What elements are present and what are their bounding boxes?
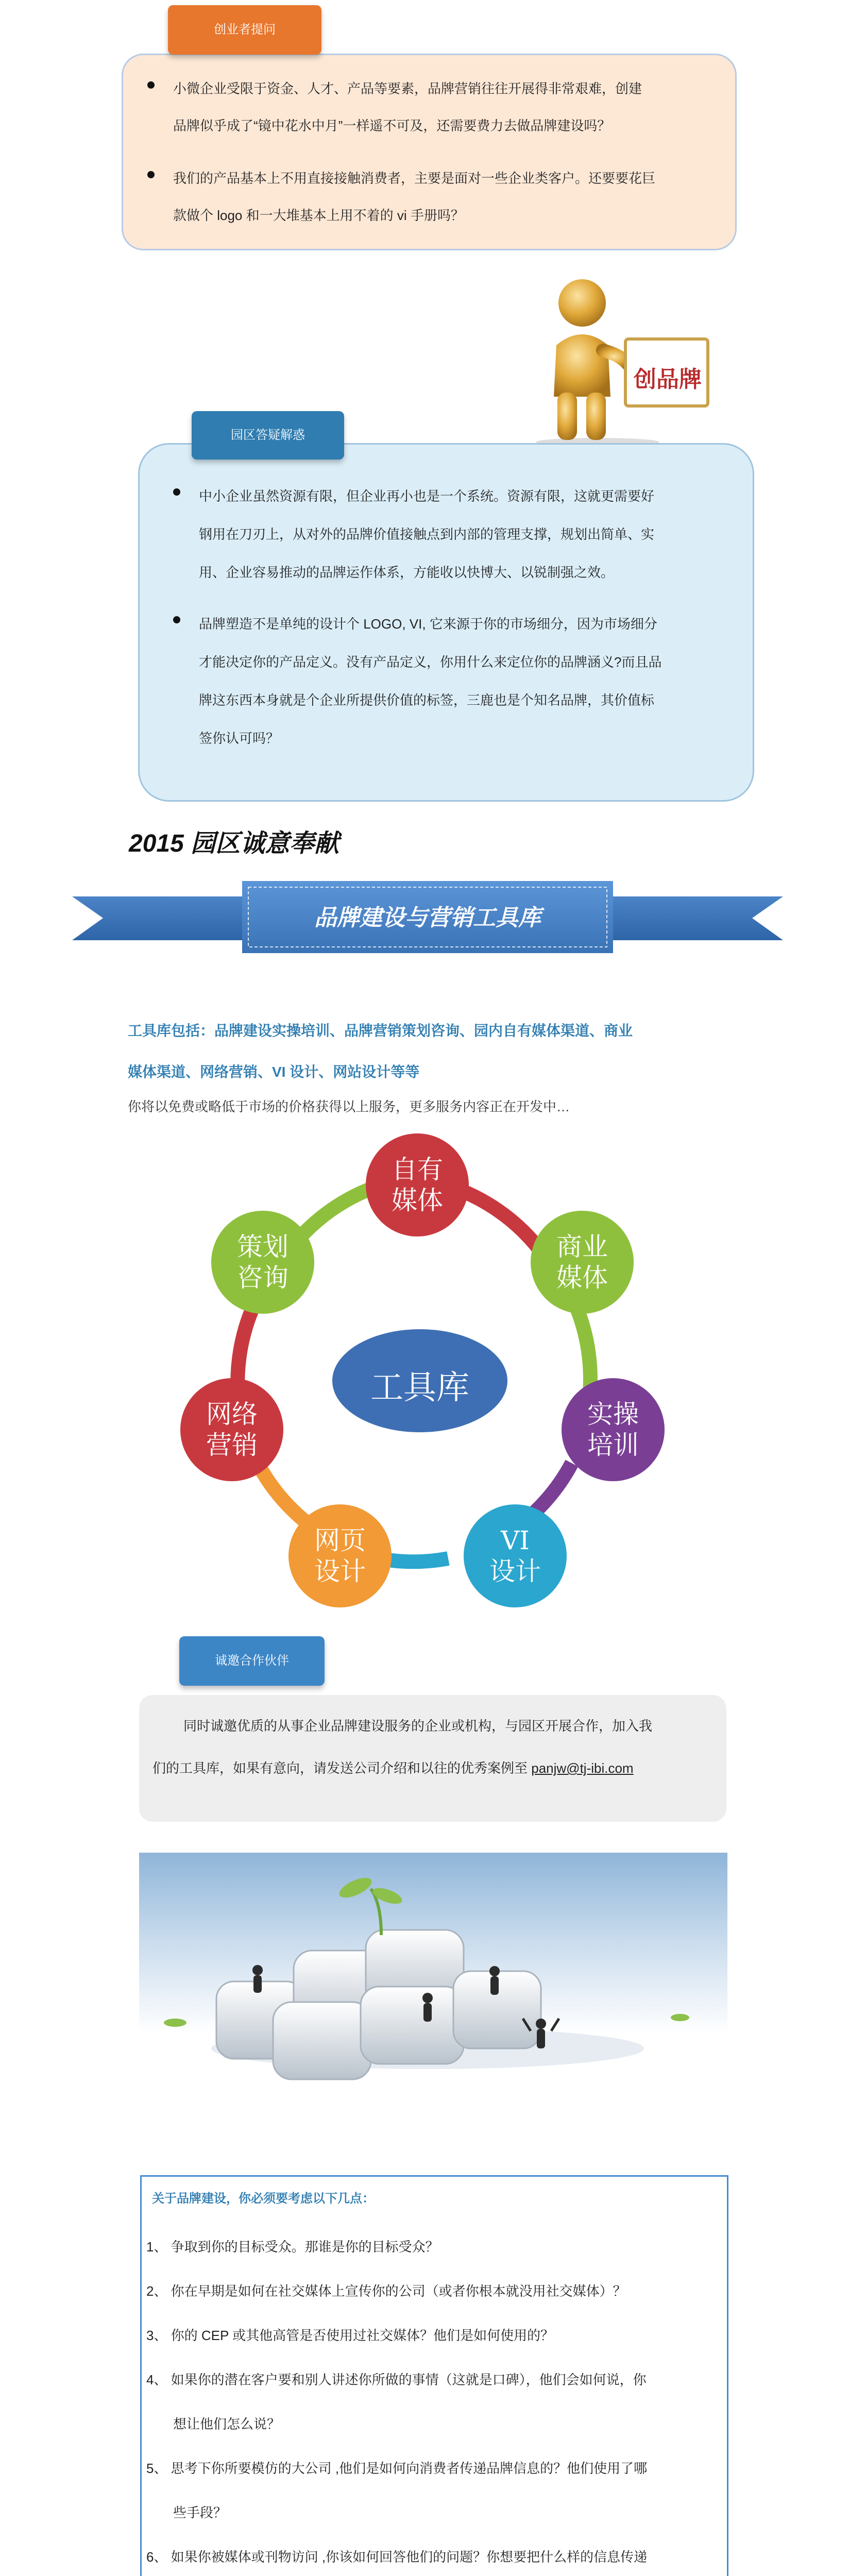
wheel-node-own-media [366,1133,469,1236]
partner-line-2-text: 们的工具库，如果有意向，请发送公司介绍和以往的优秀案例至 [152,1760,528,1776]
answer-bullet-1 [199,477,654,591]
toolkit-wheel [170,1123,675,1628]
bullet-line: 才能决定你的产品定义。没有产品定义，你用什么来定位你的品牌涵义?而且品 [199,654,662,670]
wheel-node-practical-training [562,1378,665,1481]
node-line: 实操 [587,1399,639,1429]
node-line: VI [501,1526,530,1555]
question-line: 想让他们怎么说？ [173,2416,281,2432]
question-bullet-1 [173,70,642,144]
section-tag-partner: 诚邀合作伙伴 [179,1636,325,1686]
partner-line-2 [152,1749,634,1788]
partner-line-1: 同时诚邀优质的从事企业品牌建设服务的企业或机构，与园区开展合作，加入我 [183,1718,653,1734]
partner-email-link[interactable]: panjw@tj-ibi.com [531,1760,634,1776]
question-line: 6、 如果你被媒体或刊物访问 ,你该如何回答他们的问题？你想要把什么样的信息传递 [146,2549,648,2565]
keyboard-business-illustration [139,1853,727,2093]
bullet-dot [173,488,180,496]
question-line: 5、 思考下你所要模仿的大公司 ,他们是如何向消费者传递品牌信息的？他们使用了哪 [146,2461,648,2476]
brand-question-6 [146,2535,647,2576]
node-line: 媒体 [392,1185,443,1215]
year-title: 2015 园区诚意奉献 [129,830,339,857]
mascot-sign-text: 创品牌 [634,366,702,393]
section-tag-park-answer: 园区答疑解惑 [192,411,344,460]
question-line: 4、 如果你的潜在客户要和别人讲述你所做的事情（这就是口碑），他们会如何说，你 [146,2372,647,2387]
brand-question-1: 1、 争取到你的目标受众。那谁是你的目标受众？ [146,2239,439,2255]
bullet-line: 品牌似乎成了“镜中花水中月”一样遥不可及，还需要费力去做品牌建设吗？ [173,118,611,133]
toolkit-subline: 你将以免费或略低于市场的价格获得以上服务，更多服务内容正在开发中… [128,1099,570,1114]
node-line: 设计 [314,1556,366,1586]
question-line: 些手段？ [173,2505,227,2520]
bullet-dot [173,616,180,623]
wheel-node-vi-design [464,1504,567,1607]
node-line: 策划 [237,1232,288,1262]
toolkit-heading-line-2: 媒体渠道、网络营销、VI 设计、网站设计等等 [128,1064,420,1080]
brand-question-2: 2、 你在早期是如何在社交媒体上宣传你的公司（或者你根本就没用社交媒体）？ [146,2283,626,2299]
brand-question-4 [146,2358,647,2446]
bullet-dot [147,81,155,89]
brand-question-3: 3、 你的 CEP 或其他高管是否使用过社交媒体？他们是如何使用的？ [146,2328,554,2343]
node-line: 网页 [314,1526,366,1555]
toolkit-heading-line-1: 工具库包括：品牌建设实操培训、品牌营销策划咨询、园内自有媒体渠道、商业 [128,1023,633,1039]
wheel-node-commercial-media [531,1211,634,1314]
node-line: 培训 [587,1430,639,1460]
node-line: 设计 [489,1556,541,1586]
node-line: 咨询 [237,1263,288,1293]
brand-question-5 [146,2446,647,2535]
node-line: 网络 [206,1399,258,1429]
wheel-node-planning-consulting [211,1211,314,1314]
node-line: 媒体 [556,1263,608,1293]
bullet-line: 牌这东西本身就是个企业所提供价值的标签，三鹿也是个知名品牌，其价值标 [199,692,655,708]
brand-questions-title: 关于品牌建设，你必须要考虑以下几点： [152,2192,375,2206]
bullet-line: 用、企业容易推动的品牌运作体系，方能收以快博大、以锐制强之效。 [199,565,615,580]
node-line: 营销 [206,1430,258,1460]
bullet-line: 我们的产品基本上不用直接接触消费者，主要是面对一些企业类客户。还要要花巨 [173,171,656,186]
bullet-line: 签你认可吗？ [199,731,280,746]
node-line: 自有 [392,1155,443,1184]
mascot-illustration [520,278,716,448]
node-line: 商业 [556,1232,608,1262]
bullet-dot [147,171,155,178]
bullet-line: 款做个 logo 和一大堆基本上用不着的 vi 手册吗？ [173,208,464,223]
bullet-line: 中小企业虽然资源有限，但企业再小也是一个系统。资源有限，这就更需要好 [199,488,655,504]
wheel-node-online-marketing [180,1378,283,1481]
bullet-line: 小微企业受限于资金、人才、产品等要素，品牌营销往往开展得非常艰难，创建 [173,81,642,96]
bullet-line: 钢用在刀刃上，从对外的品牌价值接触点到内部的管理支撑，规划出简单、实 [199,527,655,542]
section-tag-founder-question: 创业者提问 [168,5,321,55]
ribbon-banner [72,876,783,958]
wheel-center-label: 工具库 [370,1369,469,1407]
question-bullet-2 [173,160,655,234]
answer-bullet-2 [199,605,661,757]
banner-title: 品牌建设与营销工具库 [314,905,541,930]
bullet-line: 品牌塑造不是单纯的设计个 LOGO, VI, 它来源于你的市场细分，因为市场细分 [199,616,657,632]
wheel-node-web-design [288,1504,392,1607]
